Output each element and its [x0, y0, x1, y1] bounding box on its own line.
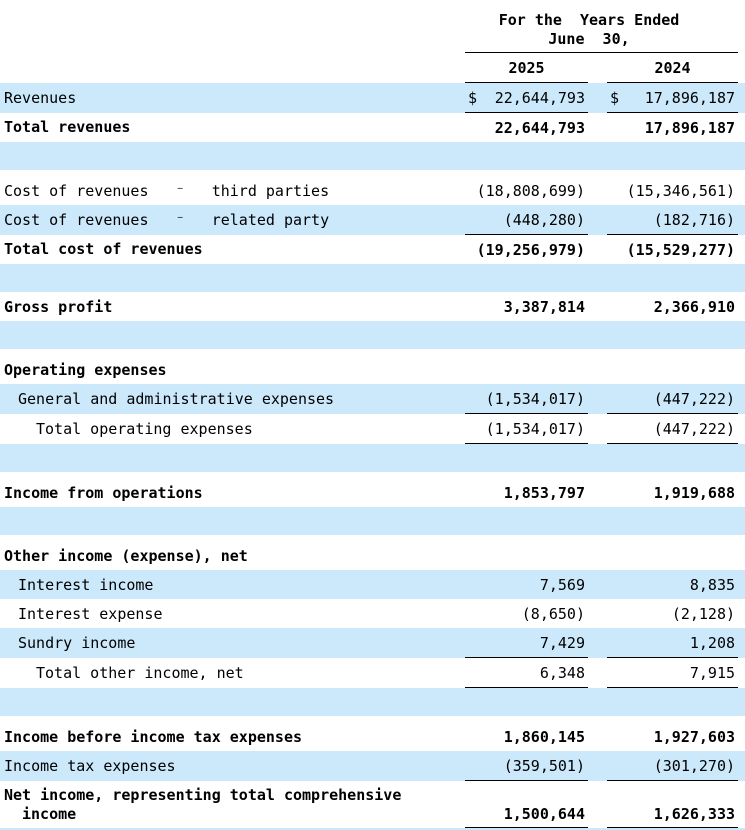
column-gap: [588, 472, 607, 507]
right-margin: [738, 83, 745, 113]
row-blank: [0, 688, 745, 717]
column-gap: [588, 628, 607, 658]
row-revenues: [0, 83, 745, 113]
year-header-row: [0, 53, 745, 83]
row-total-other-income: [0, 658, 745, 688]
column-gap: [588, 384, 607, 414]
row-other-income-section: [0, 535, 745, 570]
row-cost-of-revenues-related-party: [0, 205, 745, 235]
value-2024: (301,270): [607, 751, 738, 781]
value-2025: [465, 83, 588, 113]
row-income-before-tax: [0, 716, 745, 751]
row-operating-expenses-section: [0, 349, 745, 384]
row-label: Income from operations: [4, 483, 203, 502]
value-2025: 7,429: [465, 628, 588, 658]
amount: 17,896,187: [644, 88, 736, 107]
value-2025: 6,348: [465, 658, 588, 688]
header-spacer: [0, 53, 465, 83]
value-2024: 1,208: [607, 628, 738, 658]
value-2025: (448,280): [465, 205, 588, 235]
year-2024-header: 2024: [607, 53, 738, 83]
value-2025: 7,569: [465, 570, 588, 599]
row-label: Total other income, net: [36, 663, 244, 682]
row-blank: [0, 264, 745, 292]
header-right-margin: [738, 0, 745, 53]
row-blank: [0, 321, 745, 349]
row-blank: [0, 444, 745, 473]
value-2025: (8,650): [521, 604, 585, 623]
right-margin: [738, 628, 745, 658]
row-income-from-operations: [0, 472, 745, 507]
header-spacer: [0, 0, 465, 53]
right-margin: [738, 113, 745, 143]
row-label: Income before income tax expenses: [4, 727, 303, 746]
row-sundry-income: [0, 628, 745, 658]
row-income-tax-expenses: [0, 751, 745, 781]
table-body: [0, 83, 745, 830]
right-margin: [738, 599, 745, 628]
value-2024: (447,222): [607, 414, 738, 444]
row-label: Interest expense: [18, 604, 163, 623]
value-2025: (19,256,979): [476, 240, 585, 259]
row-label: Total cost of revenues: [4, 240, 203, 259]
right-margin: [738, 472, 745, 507]
table-header: [0, 0, 745, 83]
column-gap: [588, 570, 607, 599]
row-label: Cost of revenues ⁻ related party: [0, 205, 465, 235]
section-label: Other income (expense), net: [4, 546, 248, 565]
column-gap: [588, 751, 607, 781]
column-gap: [588, 235, 607, 265]
row-total-revenues: [0, 113, 745, 143]
right-margin: [738, 235, 745, 265]
row-label: Interest income: [0, 570, 465, 599]
row-cost-of-revenues-third-parties: [0, 170, 745, 205]
row-net-income: [0, 781, 745, 828]
column-gap: [588, 170, 607, 205]
value-2024: 1,927,603: [653, 727, 736, 746]
column-gap: [588, 292, 607, 321]
value-2024: (2,128): [671, 604, 736, 623]
column-gap: [588, 781, 607, 828]
value-2025: 1,860,145: [503, 727, 585, 746]
currency-symbol: $: [610, 88, 620, 107]
value-2025: (1,534,017): [465, 384, 588, 414]
value-2024: 8,835: [607, 570, 738, 599]
column-gap: [588, 716, 607, 751]
row-blank: [0, 142, 745, 170]
right-margin: [738, 781, 745, 828]
value-2025: 22,644,793: [494, 118, 585, 137]
value-2025: 1,853,797: [503, 483, 585, 502]
net-income-label-line1: Net income, representing total comprehensive: [4, 785, 402, 804]
column-gap: [588, 53, 607, 83]
row-interest-expense: [0, 599, 745, 628]
year-2025-header: 2025: [465, 53, 588, 83]
column-gap: [588, 83, 607, 113]
header-right-margin: [738, 53, 745, 83]
right-margin: [738, 716, 745, 751]
column-gap: [588, 113, 607, 143]
period-header: [465, 0, 738, 53]
row-label: Income tax expenses: [0, 751, 465, 781]
right-margin: [738, 170, 745, 205]
value-2024: 17,896,187: [644, 118, 736, 137]
period-line2: June 30,: [548, 30, 630, 48]
row-label: Total operating expenses: [36, 419, 253, 438]
net-income-label-line2: income: [22, 804, 77, 823]
value-2024: 1,626,333: [607, 781, 738, 828]
period-header-row: [0, 0, 745, 53]
row-gross-profit: [0, 292, 745, 321]
period-line1: For the Years Ended: [498, 11, 680, 29]
value-2024: (15,346,561): [626, 181, 736, 200]
row-label: Total revenues: [4, 118, 131, 137]
row-label: Revenues: [0, 83, 465, 113]
value-2024: (182,716): [607, 205, 738, 235]
currency-symbol: $: [468, 88, 478, 107]
row-blank: [0, 507, 745, 535]
value-2024: (15,529,277): [626, 240, 736, 259]
value-2024: 2,366,910: [653, 297, 736, 316]
right-margin: [738, 205, 745, 235]
row-label: Gross profit: [4, 297, 113, 316]
value-2024: (447,222): [607, 384, 738, 414]
column-gap: [588, 205, 607, 235]
value-2025: (1,534,017): [465, 414, 588, 444]
value-2025: 3,387,814: [503, 297, 585, 316]
value-2025: (359,501): [465, 751, 588, 781]
right-margin: [738, 414, 745, 444]
right-margin: [738, 292, 745, 321]
row-label: Sundry income: [0, 628, 465, 658]
row-total-operating-expenses: [0, 414, 745, 444]
section-label: Operating expenses: [4, 360, 167, 379]
right-margin: [738, 751, 745, 781]
row-label: Cost of revenues ⁻ third parties: [4, 181, 330, 200]
value-2025: (18,808,699): [476, 181, 585, 200]
amount: 22,644,793: [494, 88, 585, 107]
row-general-administrative-expenses: [0, 384, 745, 414]
value-2024: 7,915: [607, 658, 738, 688]
column-gap: [588, 658, 607, 688]
row-label: General and administrative expenses: [0, 384, 465, 414]
row-total-cost-of-revenues: [0, 235, 745, 265]
value-2024: 1,919,688: [653, 483, 736, 502]
row-interest-income: [0, 570, 745, 599]
right-margin: [738, 570, 745, 599]
row-label: [0, 781, 465, 828]
column-gap: [588, 599, 607, 628]
right-margin: [738, 658, 745, 688]
column-gap: [588, 414, 607, 444]
value-2025: 1,500,644: [465, 781, 588, 828]
right-margin: [738, 384, 745, 414]
value-2024: [607, 83, 738, 113]
